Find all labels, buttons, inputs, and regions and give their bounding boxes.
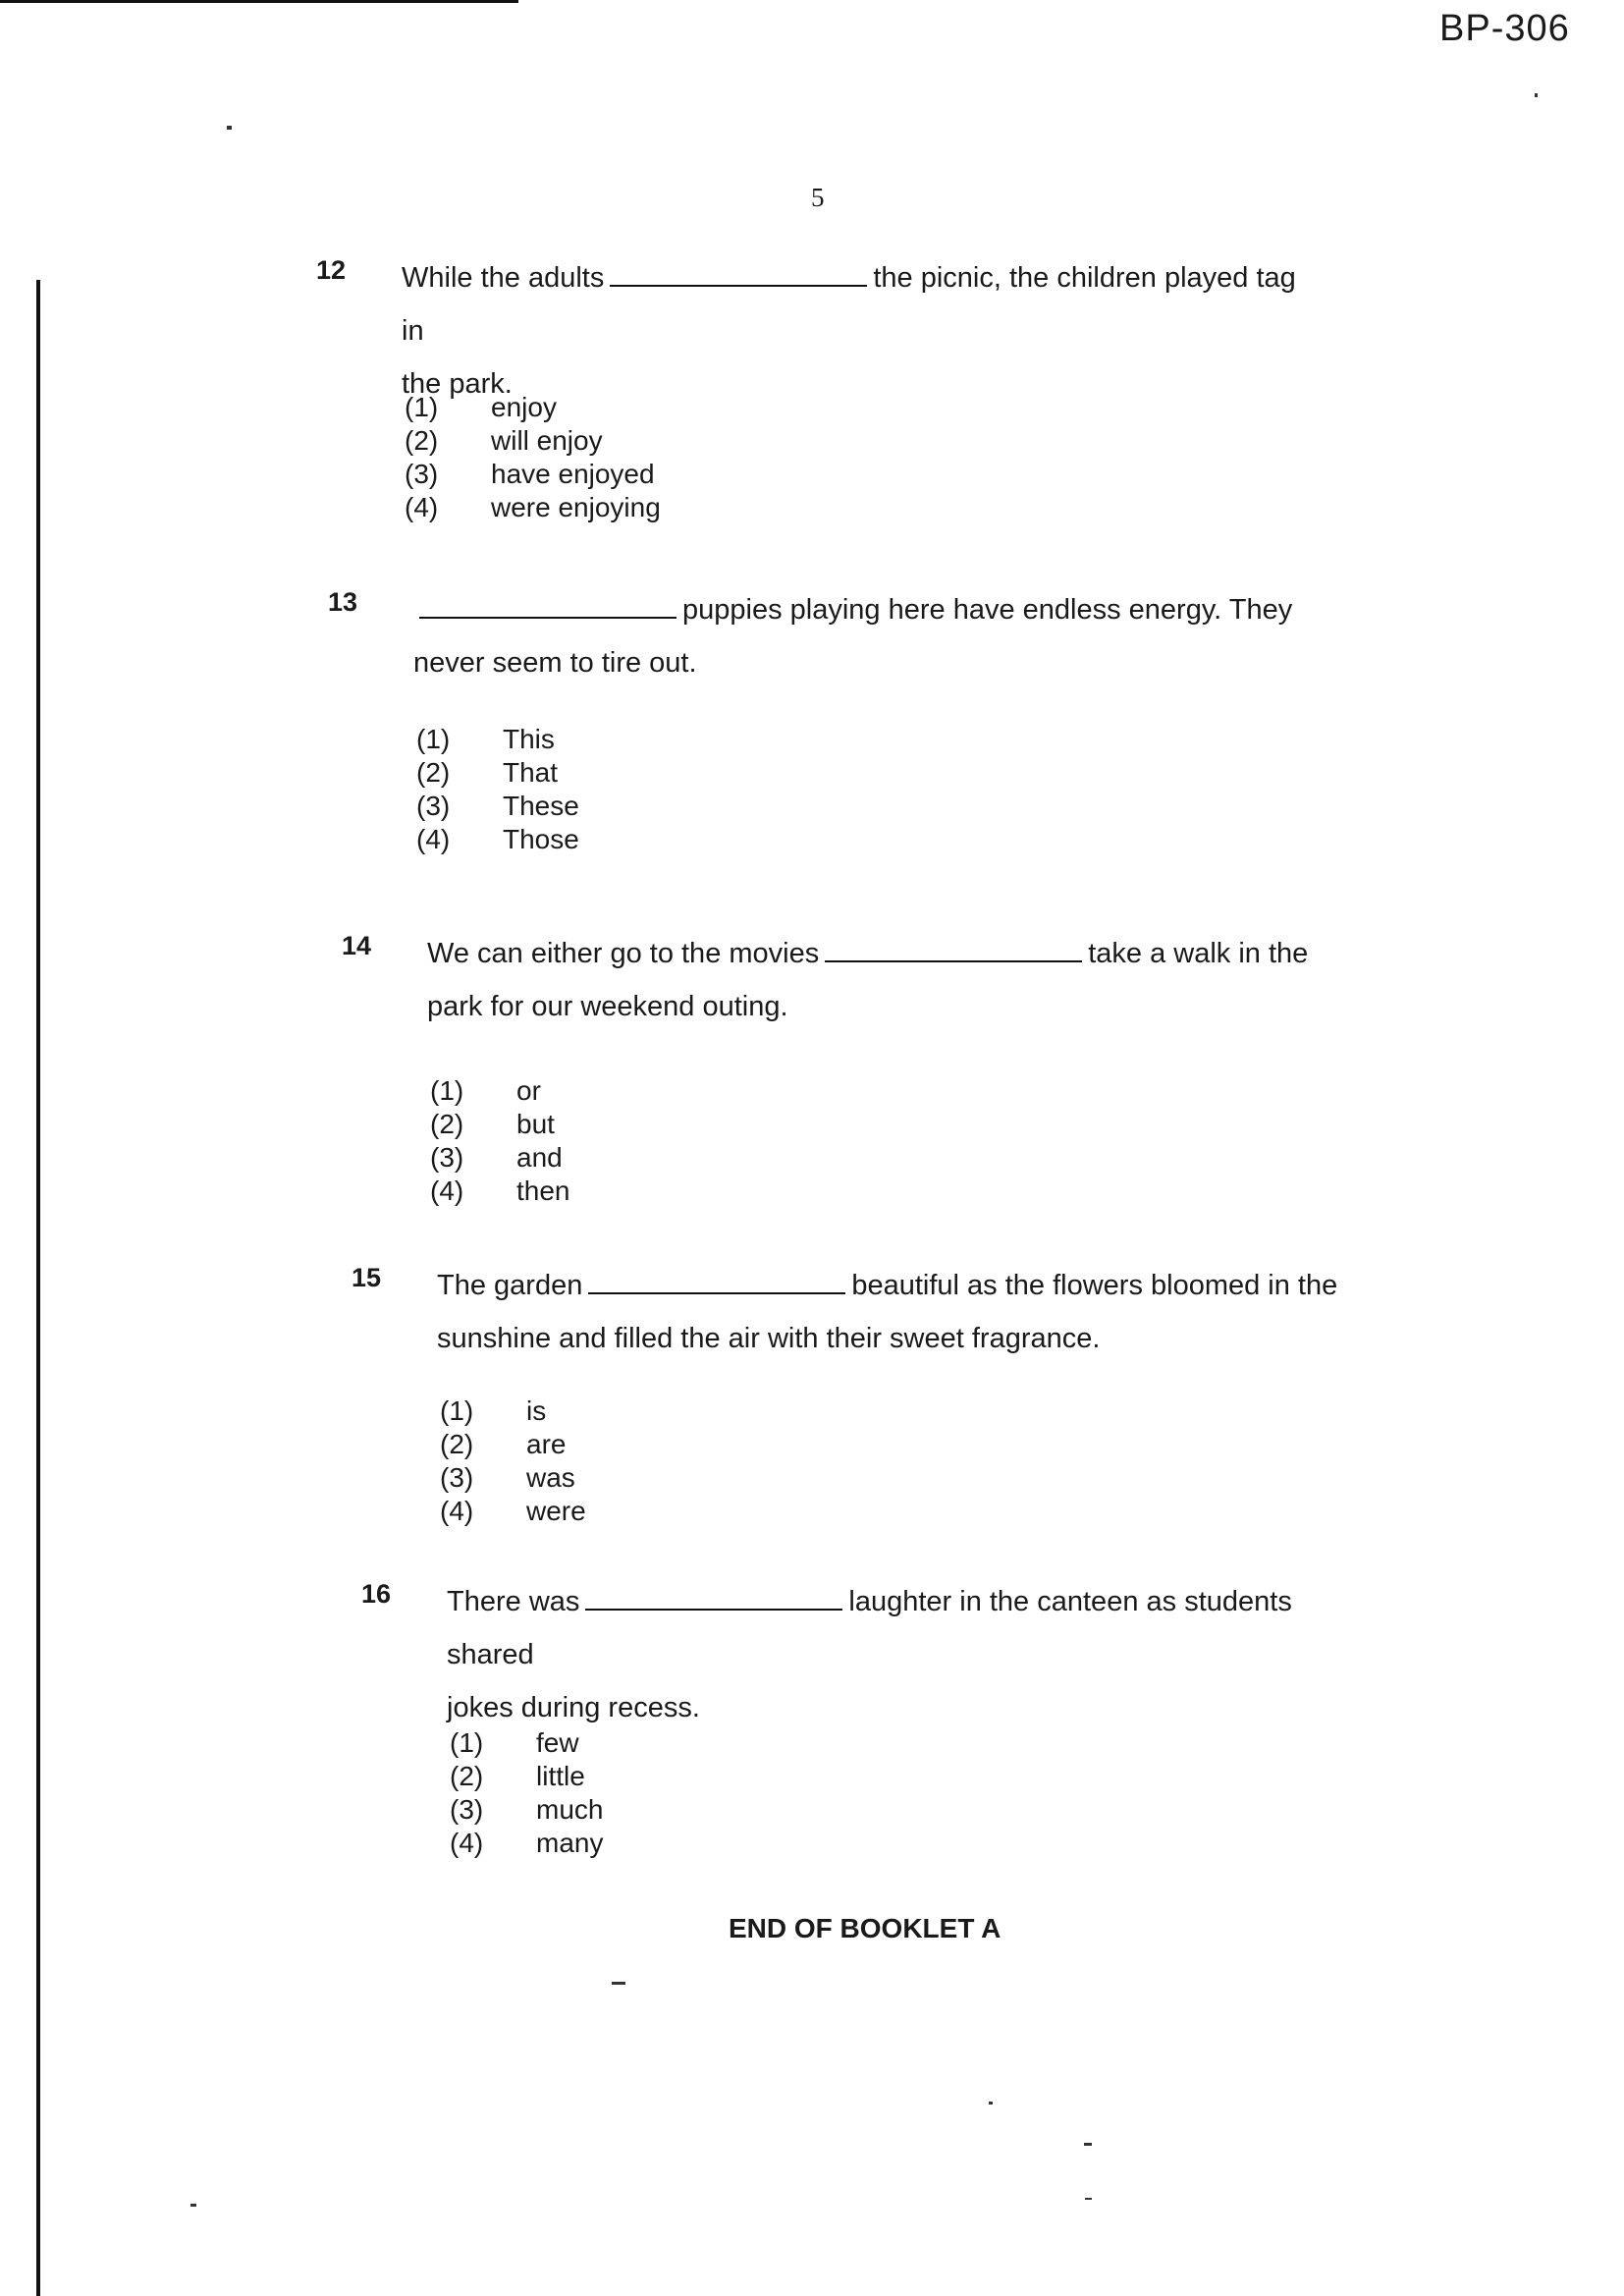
option-number: (3) [440, 1462, 474, 1493]
question-number: 15 [352, 1263, 382, 1292]
option-text: but [516, 1109, 555, 1139]
options-list [430, 1074, 570, 1208]
option-text: That [503, 757, 559, 788]
option[interactable] [430, 1141, 570, 1175]
option[interactable] [430, 1108, 570, 1141]
scan-speck [1085, 2198, 1092, 2200]
option-text: are [526, 1429, 567, 1459]
stem-text-after: puppies playing here have endless energy. They [682, 594, 1293, 626]
option[interactable] [450, 1827, 603, 1860]
option[interactable] [405, 491, 661, 524]
question-number: 12 [316, 255, 347, 285]
option-text: were enjoying [491, 492, 661, 522]
option-text: much [536, 1794, 604, 1825]
stem-text-after: laughter in the canteen as students shared [447, 1586, 1292, 1670]
option-number: (4) [405, 492, 439, 522]
stem-text-line2: the park. [402, 368, 513, 400]
option-number: (3) [430, 1142, 464, 1173]
stem-text-after: take a walk in the [1088, 938, 1309, 969]
option[interactable] [416, 756, 579, 790]
answer-blank [825, 935, 1082, 962]
option-number: (1) [450, 1727, 484, 1758]
question-stem [413, 583, 1317, 689]
question-stem [402, 251, 1305, 410]
question-stem [447, 1575, 1350, 1734]
option-number: (2) [405, 425, 439, 456]
option-number: (1) [416, 724, 451, 754]
options-list [450, 1726, 603, 1860]
option[interactable] [450, 1760, 603, 1793]
scan-edge-top [0, 0, 518, 3]
option-number: (3) [450, 1794, 484, 1825]
scan-speck [612, 1982, 625, 1985]
option-text: many [536, 1828, 604, 1858]
question-number: 16 [361, 1579, 392, 1609]
question-stem [427, 927, 1330, 1033]
option-text: will enjoy [491, 425, 603, 456]
option-text: were [526, 1496, 586, 1526]
option[interactable] [440, 1495, 586, 1528]
option-number: (2) [430, 1109, 464, 1139]
option-number: (3) [416, 791, 451, 821]
option[interactable] [430, 1175, 570, 1208]
option[interactable] [416, 790, 579, 823]
option[interactable] [416, 823, 579, 856]
option-text: or [516, 1075, 541, 1106]
option[interactable] [450, 1726, 603, 1760]
option-number: (1) [430, 1075, 464, 1106]
stem-text-line2: jokes during recess. [447, 1692, 700, 1723]
option-number: (4) [416, 824, 451, 854]
option-number: (4) [440, 1496, 474, 1526]
answer-blank [588, 1267, 845, 1294]
options-list [416, 723, 579, 856]
option-text: then [516, 1175, 570, 1206]
option-number: (4) [430, 1175, 464, 1206]
question-number: 14 [342, 931, 372, 960]
option[interactable] [450, 1793, 603, 1827]
stem-text-before: While the adults [402, 262, 605, 294]
stem-text-line2: park for our weekend outing. [427, 991, 788, 1022]
option[interactable] [405, 424, 661, 458]
scan-speck [1084, 2143, 1092, 2146]
option-number: (1) [440, 1395, 474, 1426]
option-text: Those [503, 824, 579, 854]
option-number: (2) [450, 1761, 484, 1791]
option-text: enjoy [491, 392, 557, 422]
answer-blank [585, 1583, 842, 1611]
page-number: 5 [811, 183, 825, 212]
option-text: This [503, 724, 555, 754]
option-number: (2) [416, 757, 451, 788]
stem-text-after: the picnic, the children played tag in [402, 262, 1296, 347]
option-text: have enjoyed [491, 459, 655, 489]
option[interactable] [405, 458, 661, 491]
scan-speck [227, 126, 232, 130]
option-text: few [536, 1727, 579, 1758]
scan-speck [1535, 93, 1538, 97]
option-text: is [526, 1395, 547, 1426]
option[interactable] [405, 391, 661, 424]
scan-edge-left [36, 280, 40, 2296]
stem-text-before: We can either go to the movies [427, 938, 820, 969]
paper-code: BP-306 [1439, 8, 1570, 49]
option[interactable] [440, 1428, 586, 1461]
question-number: 13 [328, 587, 358, 617]
end-of-booklet-note: END OF BOOKLET A [729, 1913, 1001, 1943]
option-number: (1) [405, 392, 439, 422]
options-list [405, 391, 661, 524]
option[interactable] [430, 1074, 570, 1108]
option-text: was [526, 1462, 575, 1493]
answer-blank [419, 591, 677, 619]
option[interactable] [416, 723, 579, 756]
option-number: (4) [450, 1828, 484, 1858]
question-stem [437, 1259, 1340, 1365]
stem-text-line2: sunshine and filled the air with their sweet fragrance. [437, 1323, 1101, 1354]
options-list [440, 1394, 586, 1528]
scan-speck [989, 2102, 993, 2105]
scan-speck [190, 2204, 196, 2207]
stem-text-after: beautiful as the flowers bloomed in the [851, 1270, 1338, 1301]
option-text: These [503, 791, 579, 821]
option[interactable] [440, 1394, 586, 1428]
option[interactable] [440, 1461, 586, 1495]
stem-text-before: The garden [437, 1270, 583, 1301]
option-text: little [536, 1761, 585, 1791]
stem-text-before: There was [447, 1586, 580, 1617]
answer-blank [610, 259, 867, 287]
stem-text-line2: never seem to tire out. [413, 647, 697, 679]
option-number: (3) [405, 459, 439, 489]
option-number: (2) [440, 1429, 474, 1459]
option-text: and [516, 1142, 563, 1173]
